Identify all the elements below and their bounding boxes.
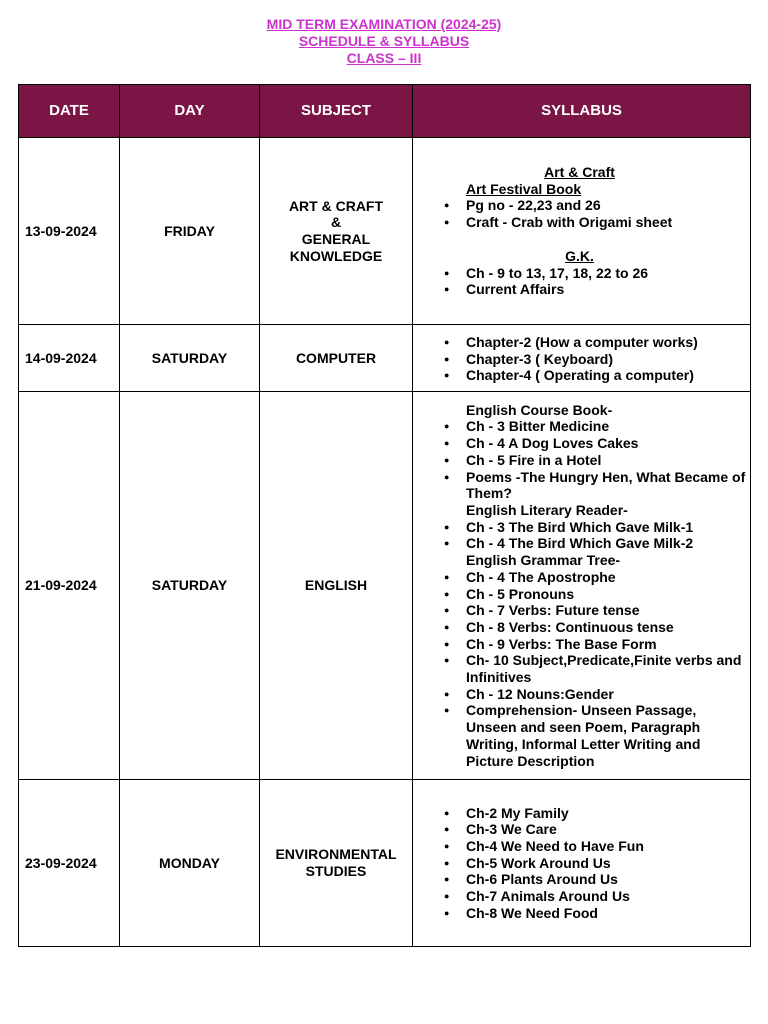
date-cell: 23-09-2024: [19, 780, 120, 947]
syllabus-heading: English Grammar Tree-: [466, 552, 621, 569]
syllabus-cell: [413, 392, 751, 780]
table-row: [19, 392, 751, 780]
subject-cell: [260, 392, 413, 780]
table-row: [19, 138, 751, 325]
date-cell: 21-09-2024: [19, 392, 120, 780]
syllabus-bullet-item: ● Ch-7 Animals Around Us: [413, 888, 750, 905]
syllabus-spacer: [413, 231, 750, 248]
column-header-subject: SUBJECT: [260, 85, 413, 138]
syllabus-bullet-item: ● Ch - 4 The Bird Which Gave Milk-2: [413, 535, 750, 552]
subject-line: ENGLISH: [304, 577, 368, 594]
syllabus-bullet-item: ● Ch - 4 A Dog Loves Cakes: [413, 435, 750, 452]
column-header-date: DATE: [19, 85, 120, 138]
syllabus-bullet-item: ● Ch-4 We Need to Have Fun: [413, 838, 750, 855]
syllabus-heading: G.K.: [565, 247, 594, 264]
syllabus-bullet-item: ● Ch-8 We Need Food: [413, 905, 750, 922]
syllabus-list: [413, 164, 750, 298]
syllabus-bullet-item: ● Ch - 8 Verbs: Continuous tense: [413, 619, 750, 636]
day-cell: MONDAY: [120, 780, 260, 947]
table-header-row: [19, 85, 751, 138]
syllabus-heading: English Course Book-: [466, 401, 613, 418]
subject-cell: [260, 780, 413, 947]
schedule-title: SCHEDULE & SYLLABUS: [298, 33, 470, 49]
syllabus-bullet-item: ● Craft - Crab with Origami sheet: [413, 214, 750, 231]
exam-title: MID TERM EXAMINATION (2024-25): [266, 16, 502, 32]
subject-line: ENVIRONMENTAL: [275, 846, 397, 863]
syllabus-bullet-item: ● Chapter-2 (How a computer works): [413, 334, 750, 351]
syllabus-bullet-item: ● Chapter-3 ( Keyboard): [413, 351, 750, 368]
syllabus-bullet-item: ● Ch - 5 Pronouns: [413, 586, 750, 603]
table-row: [19, 780, 751, 947]
syllabus-bullet-item: ● Ch - 3 The Bird Which Gave Milk-1: [413, 519, 750, 536]
syllabus-bullet-item: ● Ch - 5 Fire in a Hotel: [413, 452, 750, 469]
syllabus-bullet-item: ● Ch-3 We Care: [413, 821, 750, 838]
syllabus-cell: [413, 325, 751, 392]
day-cell: SATURDAY: [120, 325, 260, 392]
syllabus-heading: English Literary Reader-: [466, 501, 628, 518]
syllabus-bullet-item: ● Poems -The Hungry Hen, What Became of Them?: [413, 469, 750, 502]
column-header-day: DAY: [120, 85, 260, 138]
subject-line: &: [330, 214, 342, 231]
syllabus-heading: Art Festival Book: [466, 180, 582, 197]
syllabus-bullet-item: ● Ch - 4 The Apostrophe: [413, 569, 750, 586]
syllabus-bullet-item: ● Ch-2 My Family: [413, 805, 750, 822]
subject-line: COMPUTER: [295, 349, 377, 366]
table-row: [19, 325, 751, 392]
subject-line: KNOWLEDGE: [289, 247, 383, 264]
syllabus-bullet-item: ● Ch - 9 Verbs: The Base Form: [413, 636, 750, 653]
subject-line: STUDIES: [305, 863, 367, 879]
date-cell: 14-09-2024: [19, 325, 120, 392]
day-cell: FRIDAY: [120, 138, 260, 325]
syllabus-list: [413, 402, 750, 769]
syllabus-bullet-item: ● Ch - 7 Verbs: Future tense: [413, 602, 750, 619]
schedule-table: [18, 84, 751, 947]
column-header-syllabus: SYLLABUS: [413, 85, 751, 138]
class-title: CLASS – III: [346, 50, 422, 66]
syllabus-bullet-item: ● Ch-5 Work Around Us: [413, 855, 750, 872]
subject-line: GENERAL: [301, 231, 371, 247]
syllabus-cell: [413, 780, 751, 947]
syllabus-bullet-item: ● Ch - 3 Bitter Medicine: [413, 418, 750, 435]
syllabus-bullet-item: ● Current Affairs: [413, 281, 750, 298]
syllabus-bullet-item: ● Ch-6 Plants Around Us: [413, 871, 750, 888]
document-title-block: [0, 16, 768, 67]
subject-line: ART & CRAFT: [288, 197, 384, 214]
subject-cell: [260, 138, 413, 325]
syllabus-bullet-item: ● Pg no - 22,23 and 26: [413, 197, 750, 214]
syllabus-cell: [413, 138, 751, 325]
syllabus-list: [413, 332, 750, 384]
syllabus-bullet-item: ● Ch - 12 Nouns:Gender: [413, 686, 750, 703]
syllabus-bullet-item: ● Comprehension- Unseen Passage, Unseen and seen Poem, Paragraph Writing, Informal Letter Writing and Picture Description: [413, 702, 750, 769]
syllabus-bullet-item: ● Chapter-4 ( Operating a computer): [413, 367, 750, 384]
syllabus-bullet-item: ● Ch- 10 Subject,Predicate,Finite verbs and Infinitives: [413, 652, 750, 685]
day-cell: SATURDAY: [120, 392, 260, 780]
syllabus-list: [413, 805, 750, 922]
syllabus-heading: Art & Craft: [544, 164, 615, 181]
subject-cell: [260, 325, 413, 392]
syllabus-bullet-item: ● Ch - 9 to 13, 17, 18, 22 to 26: [413, 265, 750, 282]
date-cell: 13-09-2024: [19, 138, 120, 325]
